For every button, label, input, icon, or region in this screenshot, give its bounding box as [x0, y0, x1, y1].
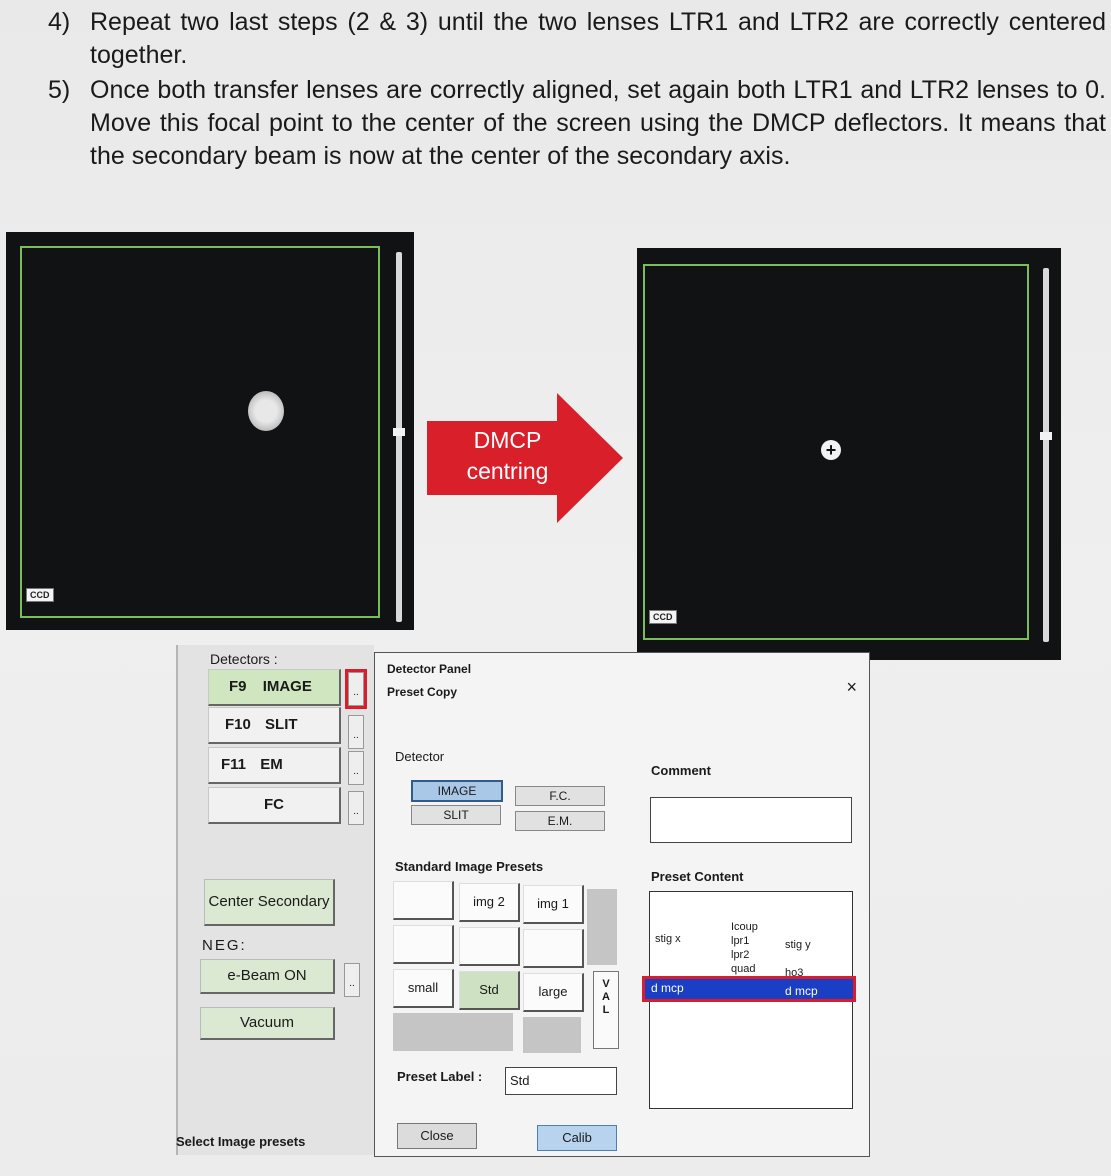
intensity-slider[interactable] — [396, 252, 402, 622]
step-text: Once both transfer lenses are correctly aligned, set again both LTR1 and LTR2 lenses to 0. Move this focal point to the center of the screen using the DMCP deflectors. It means that the secondary beam is now at the center of the secondary axis. — [90, 76, 1106, 170]
detector-em-button[interactable] — [208, 747, 341, 784]
center-secondary-button[interactable]: Center Secondary — [204, 879, 335, 926]
neg-label: NEG: — [202, 937, 247, 954]
detector-key: F10 — [225, 716, 251, 733]
preset-empty[interactable] — [393, 881, 454, 920]
preset-empty[interactable] — [459, 927, 520, 966]
preset-label-input[interactable] — [505, 1067, 617, 1095]
val-button[interactable] — [593, 971, 619, 1049]
calib-button[interactable]: Calib — [537, 1125, 617, 1151]
step-number: 5) — [48, 76, 71, 104]
preset-img1[interactable]: img 1 — [523, 885, 584, 924]
close-icon[interactable]: × — [846, 677, 857, 697]
quad-item: quad — [731, 963, 756, 975]
slit-detector-button[interactable]: SLIT — [411, 805, 501, 825]
close-button[interactable]: Close — [397, 1123, 477, 1149]
detector-name: SLIT — [265, 716, 298, 733]
step-number: 4) — [48, 8, 71, 36]
step-4 — [48, 6, 1106, 72]
image-detector-button[interactable]: IMAGE — [411, 780, 503, 802]
slider-thumb[interactable] — [393, 428, 405, 436]
val-letters: V A L — [602, 978, 610, 1016]
d-mcp-y: d mcp — [785, 984, 818, 998]
ebeam-options-button[interactable]: .. — [344, 963, 360, 997]
window-title: Detector Panel — [387, 662, 472, 676]
ccd-label: CCD — [26, 588, 54, 602]
arrow-caption — [440, 425, 575, 487]
preset-bar — [393, 1013, 513, 1051]
d-mcp-selected-row[interactable] — [645, 979, 853, 999]
icoup-item: Icoup — [731, 921, 758, 933]
em-detector-button[interactable]: E.M. — [515, 811, 605, 831]
ho3-item: ho3 — [785, 967, 804, 979]
ccd-screen-before — [6, 232, 414, 630]
detector-name: IMAGE — [262, 678, 312, 695]
comment-label: Comment — [651, 763, 711, 778]
preset-bar — [523, 1017, 581, 1053]
ccd-screen-after — [637, 248, 1061, 660]
presets-label: Standard Image Presets — [395, 859, 544, 874]
fc-options-button[interactable]: .. — [348, 791, 364, 825]
slit-options-button[interactable]: .. — [348, 715, 364, 749]
detector-slit-button[interactable] — [208, 707, 341, 744]
arrow-line-1: DMCP — [473, 427, 542, 453]
detectors-title: Detectors : — [210, 651, 278, 667]
preset-small[interactable]: small — [393, 969, 454, 1008]
preset-large[interactable]: large — [523, 973, 584, 1012]
stig-y-item: stig y — [785, 939, 811, 951]
screen-frame — [20, 246, 380, 618]
preset-label-caption: Preset Label : — [397, 1069, 483, 1084]
preset-label-value: Std — [510, 1073, 530, 1088]
preset-empty[interactable] — [393, 925, 454, 964]
detector-panel-window — [374, 652, 870, 1157]
step-text: Repeat two last steps (2 & 3) until the two lenses LTR1 and LTR2 are correctly centered together. — [90, 8, 1106, 69]
preset-content-label: Preset Content — [651, 869, 744, 884]
detector-key: F11 — [221, 756, 247, 773]
instruction-steps — [48, 6, 1106, 175]
d-mcp-x: d mcp — [651, 981, 684, 995]
vacuum-button[interactable]: Vacuum — [200, 1007, 335, 1040]
slider-thumb[interactable] — [1040, 432, 1052, 440]
arrow-line-2: centring — [466, 458, 549, 484]
detectors-panel — [176, 645, 374, 1155]
detector-name: FC — [264, 796, 284, 813]
stig-x-item: stig x — [655, 933, 681, 945]
detector-key: F9 — [229, 678, 247, 695]
step-5 — [48, 74, 1106, 173]
detector-fc-button[interactable] — [208, 787, 341, 824]
preset-std[interactable]: Std — [459, 971, 520, 1010]
lpr1-item: lpr1 — [731, 935, 750, 947]
preset-empty[interactable] — [523, 929, 584, 968]
preset-scroll[interactable] — [587, 889, 617, 965]
fc-detector-button[interactable]: F.C. — [515, 786, 605, 806]
preset-img2[interactable]: img 2 — [459, 883, 520, 922]
ccd-label: CCD — [649, 610, 677, 624]
crosshair-icon: + — [821, 440, 841, 460]
beam-spot — [248, 391, 284, 431]
status-hint: Select Image presets — [176, 1134, 306, 1149]
ebeam-on-button[interactable]: e-Beam ON — [200, 959, 335, 994]
detector-group-label: Detector — [395, 749, 445, 764]
detector-name: EM — [260, 756, 283, 773]
intensity-slider[interactable] — [1043, 268, 1049, 642]
detector-image-button[interactable] — [208, 669, 341, 706]
em-options-button[interactable]: .. — [348, 751, 364, 785]
comment-input[interactable] — [650, 797, 852, 843]
image-options-button[interactable]: .. — [348, 672, 364, 706]
lpr2-item: lpr2 — [731, 949, 750, 961]
preset-copy-menu[interactable]: Preset Copy — [387, 685, 458, 699]
